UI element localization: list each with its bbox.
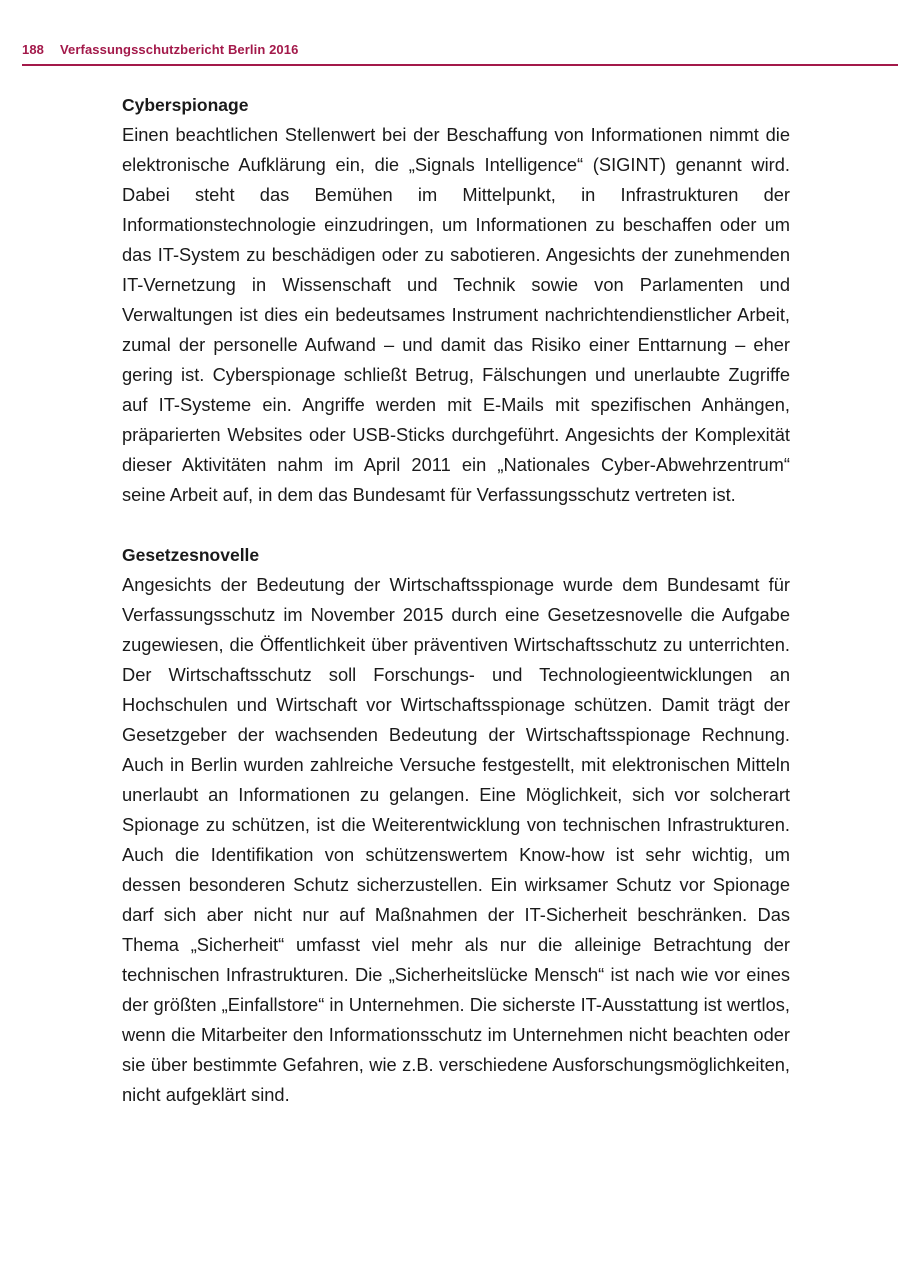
section-heading: Gesetzesnovelle <box>122 545 260 565</box>
page-number: 188 <box>22 42 44 57</box>
page-content <box>122 90 790 1110</box>
section-body: Einen beachtlichen Stellenwert bei der Beschaffung von Informationen nimmt die elektronische Aufklärung ein, die „Signals Intelligence“ (SIGINT) genannt wird. Dabei steht das Bemühen im Mittelpunkt, in Infrastrukturen der Informationstechnologie einzudringen, um Informationen zu beschaffen oder um das IT-System zu beschädigen oder zu sabotieren. Angesichts der zunehmenden IT-Vernetzung in Wissenschaft und Technik sowie von Parlamenten und Verwaltungen ist dies ein bedeutsames Instrument nachrichtendienstlicher Arbeit, zumal der personelle Aufwand – und damit das Risiko einer Enttarnung – eher gering ist. Cyberspionage schließt Betrug, Fälschungen und unerlaubte Zugriffe auf IT-Systeme ein. Angriffe werden mit E-Mails mit spezifischen Anhängen, präparierten Websites oder USB-Sticks durchgeführt. Angesichts der Komplexität dieser Aktivitäten nahm im April 2011 ein „Nationales Cyber-Abwehrzentrum“ seine Arbeit auf, in dem das Bundesamt für Verfassungsschutz vertreten ist. <box>122 124 790 505</box>
section-body: Angesichts der Bedeutung der Wirtschaftsspionage wurde dem Bundesamt für Verfassungsschutz im November 2015 durch eine Gesetzesnovelle die Aufgabe zugewiesen, die Öffentlichkeit über präventiven Wirtschaftsschutz zu unterrichten. Der Wirtschaftsschutz soll Forschungs- und Technologieentwicklungen an Hochschulen und Wirtschaft vor Wirtschaftsspionage schützen. Damit trägt der Gesetzgeber der wachsenden Bedeutung der Wirtschaftsspionage Rechnung. Auch in Berlin wurden zahlreiche Versuche festgestellt, mit elektronischen Mitteln unerlaubt an Informationen zu gelangen. Eine Möglichkeit, sich vor solcherart Spionage zu schützen, ist die Weiterentwicklung von technischen Infrastrukturen. Auch die Identifikation von schützenswertem Know-how ist sehr wichtig, um dessen besonderen Schutz sicherzustellen. Ein wirksamer Schutz vor Spionage darf sich aber nicht nur auf Maßnahmen der IT-Sicherheit beschränken. Das Thema „Sicherheit“ umfasst viel mehr als nur die alleinige Betrachtung der technischen Infrastrukturen. Die „Sicherheitslücke Mensch“ ist nach wie vor eines der größten „Einfallstore“ in Unternehmen. Die sicherste IT-Ausstattung ist wertlos, wenn die Mitarbeiter den Informationsschutz im Unternehmen nicht beachten oder sie über bestimmte Gefahren, wie z.B. verschiedene Ausforschungsmöglichkeiten, nicht aufgeklärt sind. <box>122 574 790 1105</box>
section-heading: Cyberspionage <box>122 95 249 115</box>
section-cyberspionage <box>122 90 790 510</box>
running-title: Verfassungsschutzbericht Berlin 2016 <box>60 42 299 57</box>
page-header <box>22 40 898 66</box>
section-gesetzesnovelle <box>122 540 790 1110</box>
